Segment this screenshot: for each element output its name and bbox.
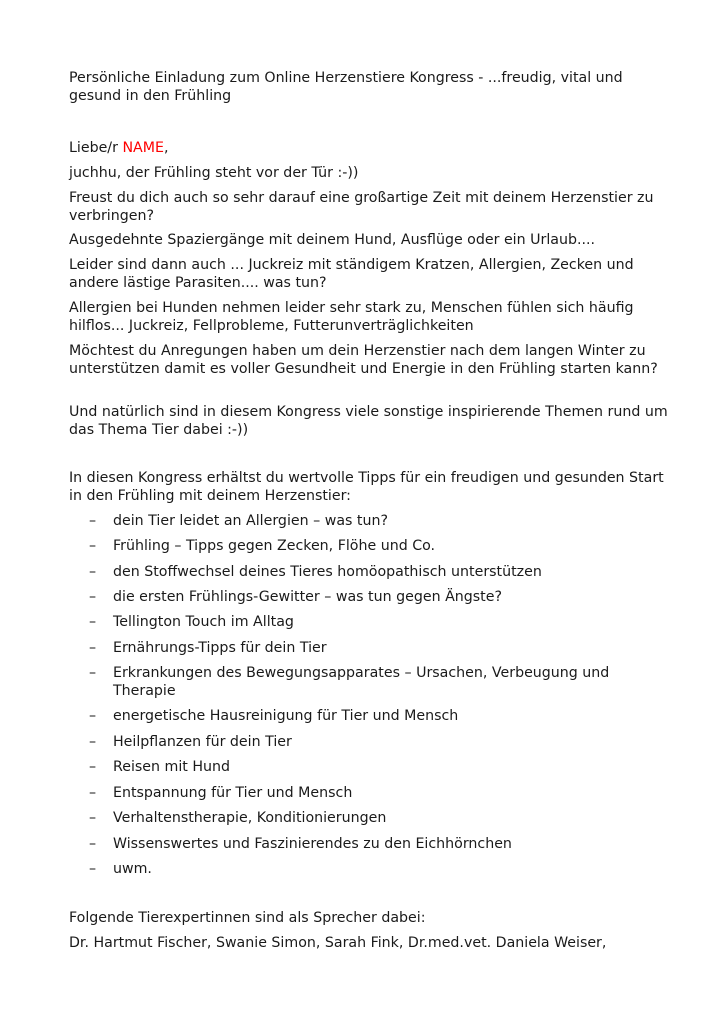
dash-bullet: – (89, 836, 97, 852)
paragraph: Möchtest du Anregungen haben um dein Herzenstier nach dem langen Winter zu unterstützen damit es voller Gesundheit und Energie in den Frühling starten kann? (69, 343, 658, 378)
speakers-list: Dr. Hartmut Fischer, Swanie Simon, Sarah Fink, Dr.med.vet. Daniela Weiser, (69, 935, 607, 951)
dash-bullet: – (89, 564, 97, 580)
greeting-suffix: , (163, 140, 169, 156)
paragraph: Freust du dich auch so sehr darauf eine großartige Zeit mit deinem Herzenstier zu verbringen? (69, 190, 654, 225)
dash-bullet: – (89, 665, 97, 681)
dash-bullet: – (89, 785, 97, 801)
invitation-title: Persönliche Einladung zum Online Herzenstiere Kongress - ...freudig, vital und gesund in den Frühling (69, 70, 623, 105)
list-item-text: Reisen mit Hund (113, 759, 231, 775)
list-item (89, 809, 673, 827)
list-item (89, 707, 673, 725)
list-item (89, 758, 673, 776)
list-item (89, 733, 673, 751)
dash-bullet: – (89, 759, 97, 775)
list-item (89, 784, 673, 802)
list-item-text: die ersten Frühlings-Gewitter – was tun gegen Ängste? (113, 589, 502, 605)
dash-bullet: – (89, 513, 97, 529)
list-item (89, 664, 673, 701)
list-item (89, 613, 673, 631)
list-item-text: Erkrankungen des Bewegungsapparates – Ursachen, Verbeugung und Therapie (113, 665, 610, 700)
dash-bullet: – (89, 614, 97, 630)
list-item (89, 639, 673, 657)
list-item-text: dein Tier leidet an Allergien – was tun? (113, 513, 388, 529)
list-item-text: Ernährungs-Tipps für dein Tier (113, 640, 327, 656)
paragraph: Und natürlich sind in diesem Kongress viele sonstige inspirierende Themen rund um das Thema Tier dabei :-)) (69, 404, 668, 439)
list-item (89, 563, 673, 581)
dash-bullet: – (89, 810, 97, 826)
dash-bullet: – (89, 538, 97, 554)
dash-bullet: – (89, 708, 97, 724)
paragraph: Ausgedehnte Spaziergänge mit deinem Hund, Ausflüge oder ein Urlaub.... (69, 232, 596, 248)
list-item (89, 537, 673, 555)
list-item-text: Frühling – Tipps gegen Zecken, Flöhe und Co. (113, 538, 436, 554)
dash-bullet: – (89, 734, 97, 750)
list-item-text: Wissenswertes und Faszinierendes zu den Eichhörnchen (113, 836, 512, 852)
name-placeholder: NAME (122, 140, 164, 156)
list-item-text: Heilpflanzen für dein Tier (113, 734, 292, 750)
list-item (89, 835, 673, 853)
dash-bullet: – (89, 589, 97, 605)
list-item-text: den Stoffwechsel deines Tieres homöopathisch unterstützen (113, 564, 542, 580)
list-item (89, 512, 673, 530)
list-item-text: Entspannung für Tier und Mensch (113, 785, 353, 801)
list-item-text: uwm. (113, 861, 152, 877)
list-item-text: energetische Hausreinigung für Tier und Mensch (113, 708, 459, 724)
list-item-text: Verhaltenstherapie, Konditionierungen (113, 810, 387, 826)
paragraph: Leider sind dann auch ... Juckreiz mit ständigem Kratzen, Allergien, Zecken und andere lästige Parasiten.... was tun? (69, 257, 634, 292)
list-item-text: Tellington Touch im Alltag (113, 614, 294, 630)
list-intro: In diesen Kongress erhältst du wertvolle Tipps für ein freudigen und gesunden Start in den Frühling mit deinem Herzenstier: (69, 470, 664, 505)
paragraph: Allergien bei Hunden nehmen leider sehr stark zu, Menschen fühlen sich häufig hilflos... Juckreiz, Fellprobleme, Futterunverträglichkeiten (69, 300, 634, 335)
dash-bullet: – (89, 640, 97, 656)
greeting (69, 139, 669, 157)
greeting-prefix: Liebe/r (69, 140, 123, 156)
list-item (89, 588, 673, 606)
speakers-intro: Folgende Tierexpertinnen sind als Sprecher dabei: (69, 910, 426, 926)
paragraph: juchhu, der Frühling steht vor der Tür :-)) (69, 165, 359, 181)
dash-bullet: – (89, 861, 97, 877)
list-item (89, 860, 673, 878)
